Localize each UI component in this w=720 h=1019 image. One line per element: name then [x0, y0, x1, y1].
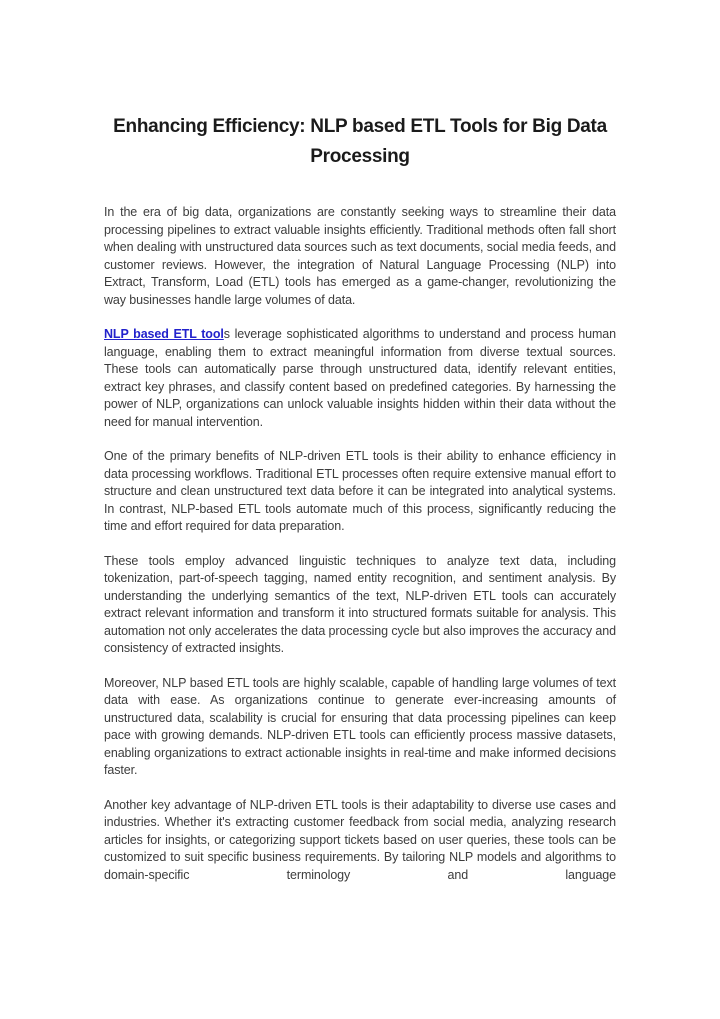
paragraph-linguistic-techniques: These tools employ advanced linguistic techniques to analyze text data, including tokenization, part-of-speech tagging, named entity recognition, and sentiment analysis. By understanding the underlying semantics of the text, NLP-driven ETL tools can accurately extract relevant information and transform it into structured formats suitable for analysis. This automation not only accelerates the data processing cycle but also improves the accuracy and consistency of extracted insights. — [104, 553, 616, 655]
paragraph-intro: In the era of big data, organizations are constantly seeking ways to streamline their data processing pipelines to extract valuable insights efficiently. Traditional methods often fall short when dealing with unstructured data sources such as text documents, social media feeds, and customer reviews. However, the integration of Natural Language Processing (NLP) into Extract, Transform, Load (ETL) tools has emerged as a game-changer, revolutionizing the way businesses handle large volumes of data. — [104, 205, 616, 307]
paragraph-nlp-tools — [104, 326, 616, 431]
paragraph-scalability: Moreover, NLP based ETL tools are highly scalable, capable of handling large volumes of text data with ease. As organizations continue to generate ever-increasing amounts of unstructured data, scalability is crucial for ensuring that data processing pipelines can keep pace with growing demands. NLP-driven ETL tools can efficiently process massive datasets, enabling organizations to extract actionable insights in real-time and make informed decisions faster. — [104, 675, 616, 777]
document-body — [104, 204, 616, 884]
nlp-based-etl-tool-link[interactable]: NLP based ETL tool — [104, 327, 224, 341]
page-title: Enhancing Efficiency: NLP based ETL Tools for Big Data Processing — [113, 116, 607, 167]
paragraph-efficiency-benefits: One of the primary benefits of NLP-driven ETL tools is their ability to enhance efficiency in data processing workflows. Traditional ETL processes often require extensive manual effort to structure and clean unstructured text data before it can be integrated into analytical systems. In contrast, NLP-based ETL tools automate much of this process, significantly reducing the time and effort required for data preparation. — [104, 449, 616, 533]
paragraph-adaptability: Another key advantage of NLP-driven ETL tools is their adaptability to diverse use cases and industries. Whether it's extracting customer feedback from social media, analyzing research articles for insights, or categorizing support tickets based on user queries, these tools can be customized to suit specific business requirements. By tailoring NLP models and algorithms to domain-specific terminology and language — [104, 797, 616, 882]
paragraph-nlp-tools-text: s leverage sophisticated algorithms to understand and process human language, enabling them to extract meaningful information from diverse textual sources. These tools can automatically parse through unstructured data, identify relevant entities, extract key phrases, and classify content based on predefined categories. By harnessing the power of NLP, organizations can unlock valuable insights hidden within their data without the need for manual intervention. — [104, 327, 616, 429]
